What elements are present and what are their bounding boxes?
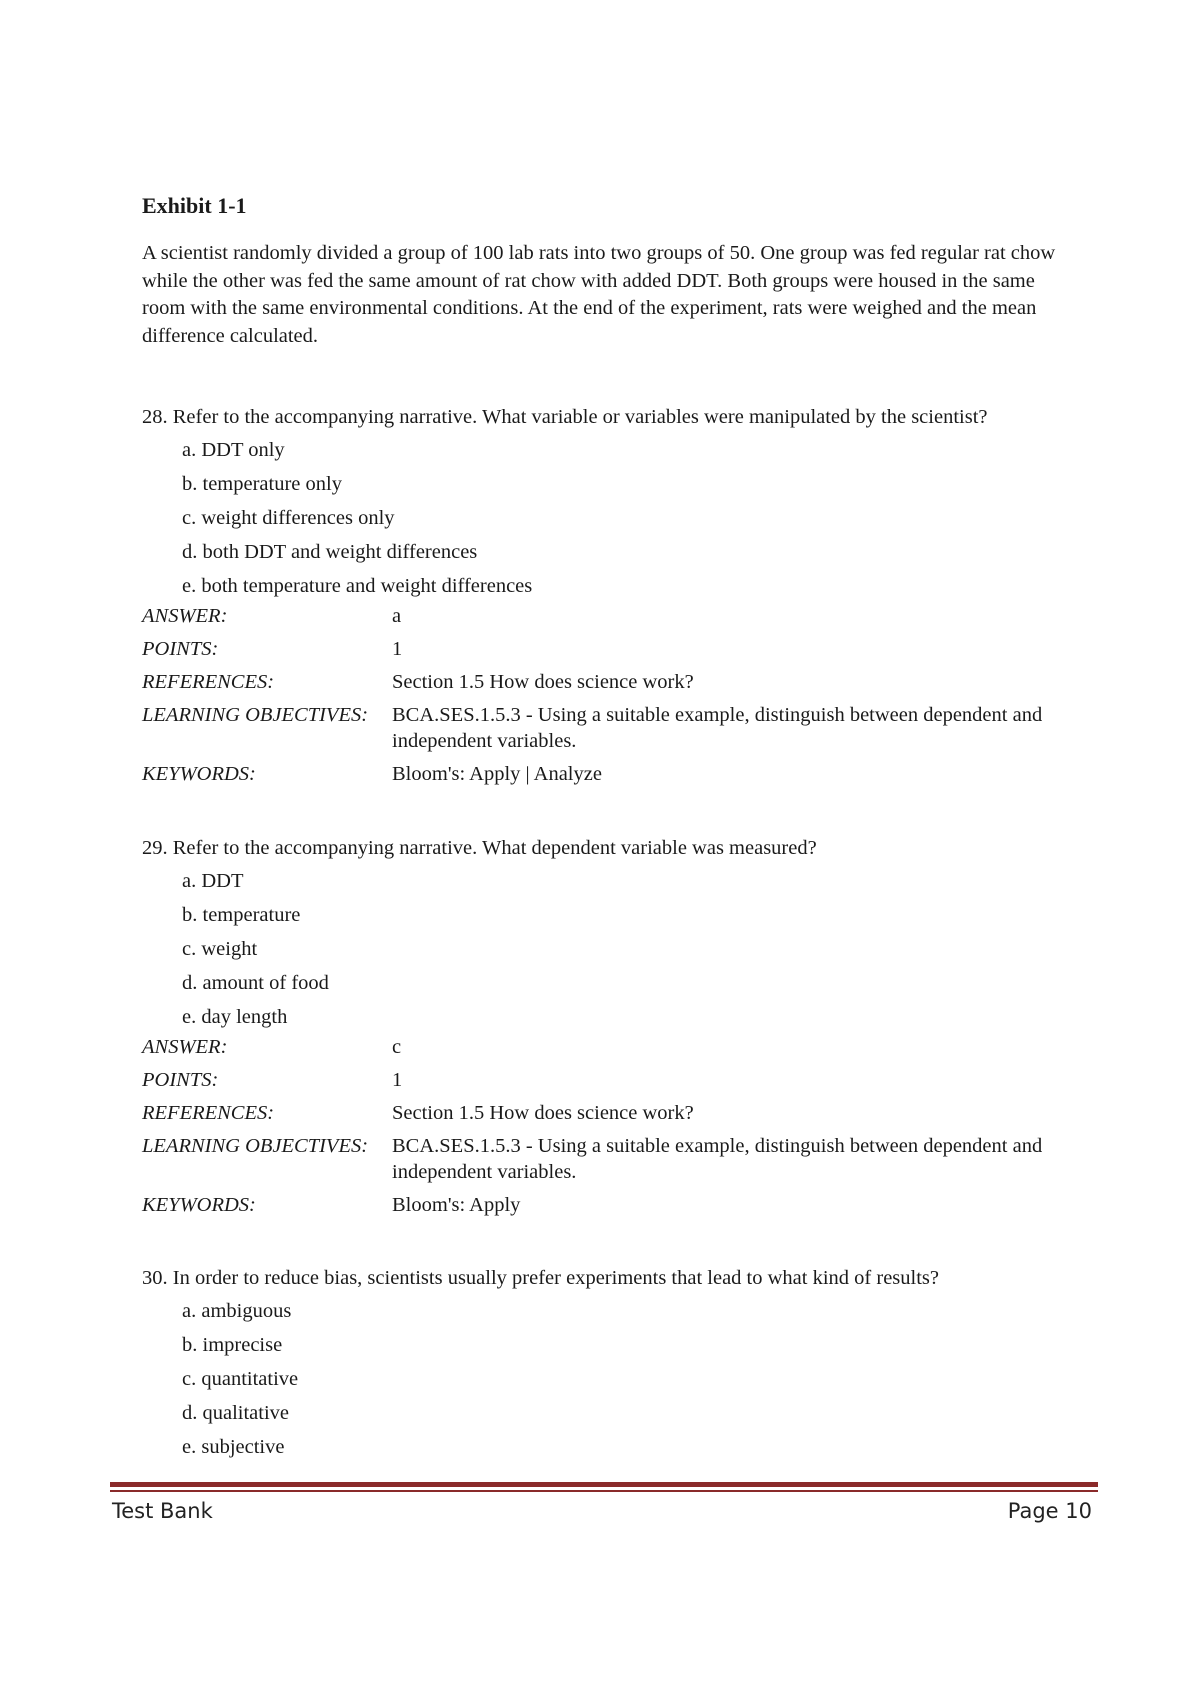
- meta-references: [142, 1100, 1102, 1126]
- option-d: d. qualitative: [182, 1402, 290, 1424]
- option-a: a. DDT: [182, 870, 244, 892]
- meta-value: Bloom's: Apply | Analyze: [392, 763, 602, 785]
- meta-answer: [142, 603, 1102, 629]
- option-b: b. imprecise: [182, 1334, 283, 1356]
- question-30: [142, 1264, 1102, 1464]
- meta-value: BCA.SES.1.5.3 - Using a suitable example, distinguish between dependent and independent variables.: [392, 1135, 1043, 1183]
- meta-points: [142, 1067, 1102, 1093]
- meta-answer: [142, 1034, 1102, 1060]
- answer-options: [182, 433, 1102, 603]
- meta-learning-objectives: [142, 1133, 1102, 1185]
- meta-value: a: [392, 605, 402, 627]
- option-c: c. quantitative: [182, 1368, 299, 1390]
- meta-keywords: [142, 1192, 1102, 1218]
- meta-value: c: [392, 1036, 402, 1058]
- meta-learning-objectives: [142, 702, 1102, 754]
- footer-divider-thin: [110, 1490, 1098, 1492]
- meta-label: ANSWER:: [142, 1036, 228, 1058]
- meta-label: LEARNING OBJECTIVES:: [142, 704, 369, 726]
- meta-keywords: [142, 761, 1102, 787]
- footer-divider: [110, 1482, 1098, 1487]
- page-number: Page 10: [1007, 1499, 1092, 1523]
- meta-references: [142, 669, 1102, 695]
- option-e: e. both temperature and weight differences: [182, 575, 533, 597]
- question-29: [142, 834, 1102, 1225]
- meta-value: Bloom's: Apply: [392, 1194, 521, 1216]
- meta-label: POINTS:: [142, 1069, 219, 1091]
- option-c: c. weight: [182, 938, 258, 960]
- meta-label: KEYWORDS:: [142, 763, 256, 785]
- meta-value: Section 1.5 How does science work?: [392, 671, 694, 693]
- option-e: e. day length: [182, 1006, 288, 1028]
- question-metadata: [142, 603, 1102, 787]
- exhibit-narrative: A scientist randomly divided a group of 100 lab rats into two groups of 50. One group was fed regular rat chow while the other was fed the same amount of rat chow with added DDT. Both groups were housed in the same room with the same environmental conditions. At the end of the experiment, rats were weighed and the mean difference calculated.: [142, 242, 1056, 347]
- meta-label: KEYWORDS:: [142, 1194, 256, 1216]
- option-b: b. temperature only: [182, 473, 342, 495]
- option-a: a. ambiguous: [182, 1300, 292, 1322]
- meta-label: ANSWER:: [142, 605, 228, 627]
- question-metadata: [142, 1034, 1102, 1218]
- meta-value: 1: [392, 1069, 403, 1091]
- footer-title: Test Bank: [112, 1499, 213, 1523]
- meta-label: LEARNING OBJECTIVES:: [142, 1135, 369, 1157]
- exhibit-title: Exhibit 1-1: [142, 193, 247, 218]
- answer-options: [182, 1294, 1102, 1464]
- answer-options: [182, 864, 1102, 1034]
- question-28: [142, 403, 1102, 794]
- question-stem: 30. In order to reduce bias, scientists usually prefer experiments that lead to what kind of results?: [142, 1267, 939, 1289]
- option-c: c. weight differences only: [182, 507, 395, 529]
- meta-value: Section 1.5 How does science work?: [392, 1102, 694, 1124]
- option-e: e. subjective: [182, 1436, 285, 1458]
- meta-label: REFERENCES:: [142, 671, 275, 693]
- question-stem: 29. Refer to the accompanying narrative. What dependent variable was measured?: [142, 837, 817, 859]
- meta-label: REFERENCES:: [142, 1102, 275, 1124]
- meta-label: POINTS:: [142, 638, 219, 660]
- meta-value: 1: [392, 638, 403, 660]
- option-a: a. DDT only: [182, 439, 285, 461]
- meta-points: [142, 636, 1102, 662]
- option-d: d. amount of food: [182, 972, 329, 994]
- option-d: d. both DDT and weight differences: [182, 541, 478, 563]
- question-stem: 28. Refer to the accompanying narrative. What variable or variables were manipulated by the scientist?: [142, 406, 988, 428]
- meta-value: BCA.SES.1.5.3 - Using a suitable example, distinguish between dependent and independent variables.: [392, 704, 1043, 752]
- option-b: b. temperature: [182, 904, 301, 926]
